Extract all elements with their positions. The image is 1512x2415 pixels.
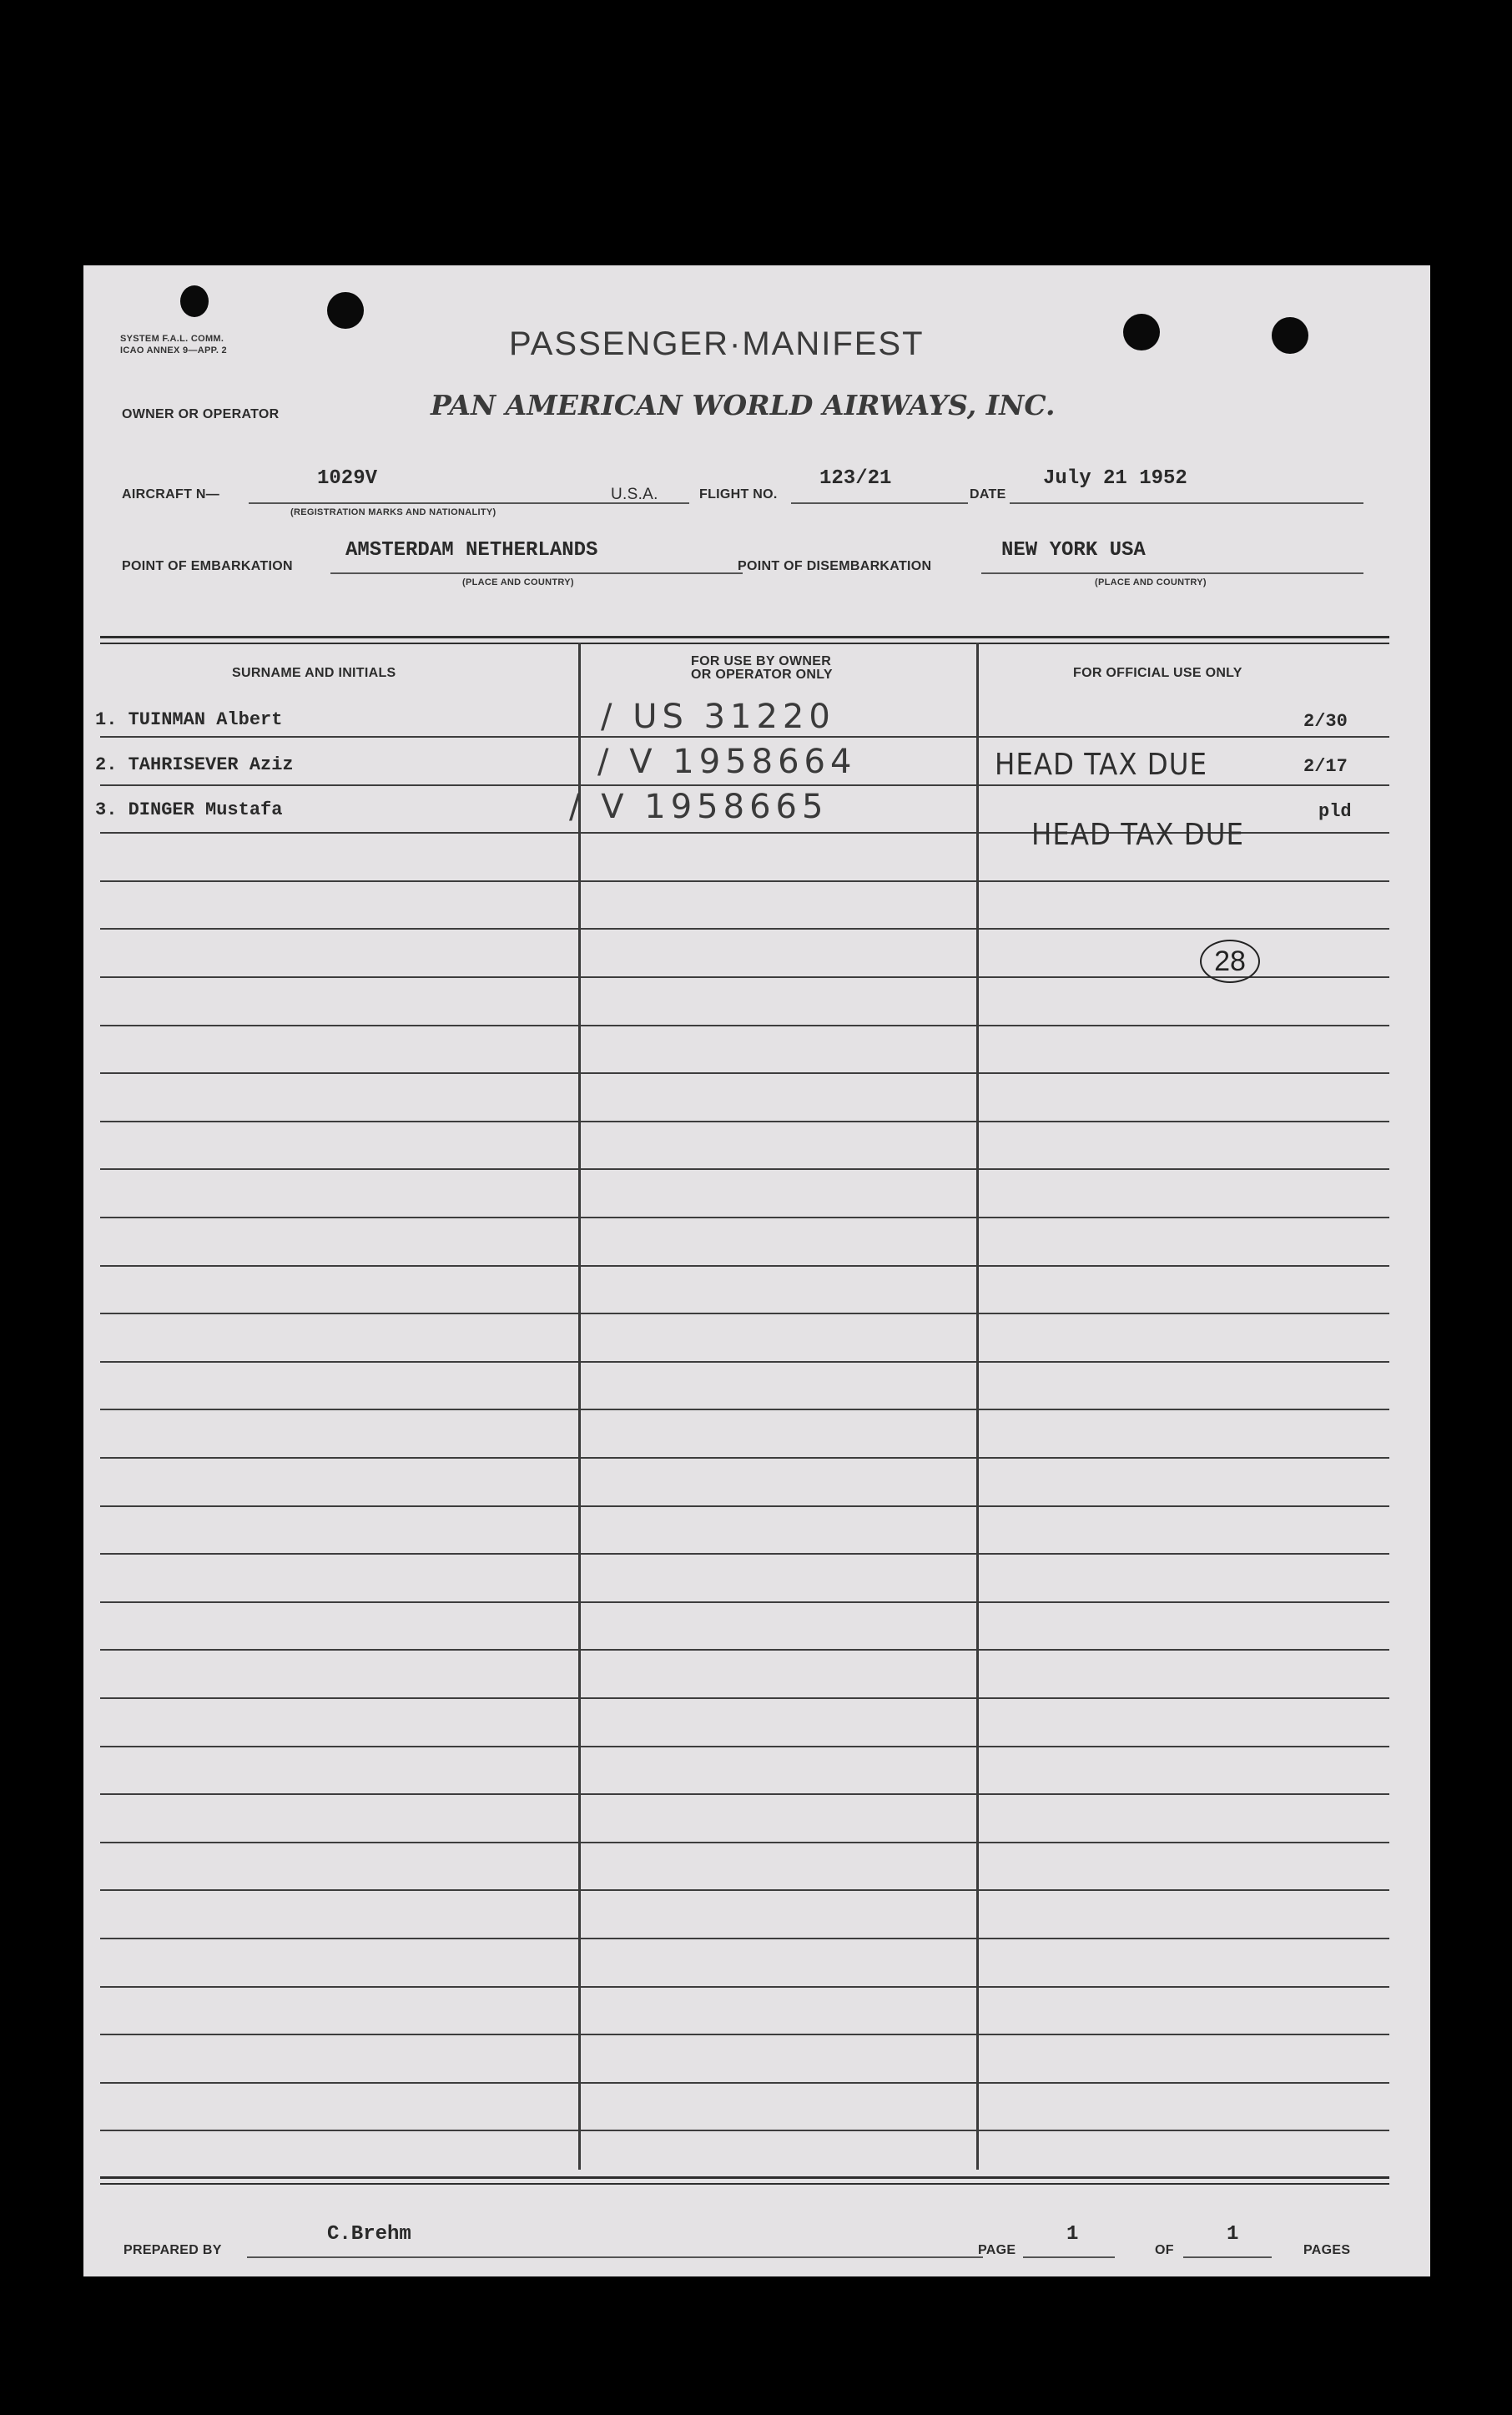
manifest-sheet	[83, 265, 1430, 2276]
owner-note: / V 1958665	[569, 788, 829, 826]
owner-value: PAN AMERICAN WORLD AIRWAYS, INC.	[431, 389, 1056, 421]
row-line	[100, 2130, 1389, 2131]
row-line	[100, 1938, 1389, 1939]
form-reference-line1: SYSTEM F.A.L. COMM.	[120, 334, 224, 344]
prepared-by-value: C.Brehm	[327, 2223, 411, 2246]
row-line	[100, 1313, 1389, 1314]
punch-hole	[1272, 317, 1308, 354]
official-stamp: HEAD TAX DUE	[995, 748, 1207, 782]
official-stamp: HEAD TAX DUE	[1031, 818, 1244, 852]
row-line	[100, 1842, 1389, 1843]
punch-hole	[1123, 314, 1160, 350]
flight-value: 123/21	[819, 467, 892, 490]
official-code: pld	[1318, 801, 1352, 822]
row-line	[100, 1697, 1389, 1699]
punch-hole	[327, 292, 364, 329]
owner-note: / US 31220	[601, 698, 835, 736]
flight-label: FLIGHT NO.	[699, 487, 778, 502]
row-line	[100, 1361, 1389, 1363]
embarkation-caption: (PLACE AND COUNTRY)	[462, 577, 574, 587]
row-line	[100, 1457, 1389, 1459]
page-label: PAGE	[978, 2243, 1016, 2257]
usa-label: U.S.A.	[611, 486, 658, 503]
date-label: DATE	[970, 487, 1006, 502]
row-line	[100, 1601, 1389, 1603]
row-line	[100, 736, 1389, 738]
prepared-by-label: PREPARED BY	[123, 2243, 222, 2257]
passenger-name: 1. TUINMAN Albert	[95, 709, 283, 730]
disembarkation-label: POINT OF DISEMBARKATION	[738, 559, 932, 573]
embarkation-value: AMSTERDAM NETHERLANDS	[345, 539, 598, 562]
row-line	[100, 1025, 1389, 1026]
column-header-owner-line1: FOR USE BY OWNER	[691, 654, 832, 668]
row-line	[100, 784, 1389, 786]
row-line	[100, 1793, 1389, 1795]
row-line	[100, 1746, 1389, 1747]
embarkation-label: POINT OF EMBARKATION	[122, 559, 293, 573]
aircraft-label: AIRCRAFT N—	[122, 487, 220, 502]
disembarkation-value: NEW YORK USA	[1001, 539, 1146, 562]
form-reference-line2: ICAO ANNEX 9—APP. 2	[120, 345, 227, 355]
row-line	[100, 1553, 1389, 1555]
column-header-owner-line2: OR OPERATOR ONLY	[691, 668, 833, 682]
passenger-name: 2. TAHRISEVER Aziz	[95, 754, 294, 775]
row-line	[100, 1409, 1389, 1410]
disembarkation-caption: (PLACE AND COUNTRY)	[1095, 577, 1207, 587]
owner-label: OWNER OR OPERATOR	[122, 407, 280, 421]
column-divider	[976, 643, 979, 2170]
row-line	[100, 1217, 1389, 1218]
official-code: 2/17	[1303, 756, 1348, 777]
row-line	[100, 2082, 1389, 2084]
row-line	[100, 1265, 1389, 1267]
row-line	[100, 1649, 1389, 1651]
page-number: 1	[1066, 2223, 1079, 2246]
row-line	[100, 2034, 1389, 2035]
column-divider	[578, 643, 581, 2170]
row-line	[100, 880, 1389, 882]
circled-number: 28	[1200, 940, 1260, 983]
row-line	[100, 1072, 1389, 1074]
total-pages: 1	[1227, 2223, 1239, 2246]
row-line	[100, 1505, 1389, 1507]
aircraft-caption: (REGISTRATION MARKS AND NATIONALITY)	[290, 507, 496, 517]
owner-note: / V 1958664	[597, 743, 857, 781]
column-header-surname: SURNAME AND INITIALS	[232, 666, 396, 680]
of-label: OF	[1155, 2243, 1174, 2257]
passenger-name: 3. DINGER Mustafa	[95, 799, 283, 820]
row-line	[100, 928, 1389, 930]
row-line	[100, 1889, 1389, 1891]
official-code: 2/30	[1303, 711, 1348, 732]
row-line	[100, 1121, 1389, 1122]
row-line	[100, 976, 1389, 978]
date-value: July 21 1952	[1043, 467, 1187, 490]
pages-label: PAGES	[1303, 2243, 1351, 2257]
row-line	[100, 1986, 1389, 1988]
page-title: PASSENGER·MANIFEST	[509, 325, 925, 362]
punch-hole	[180, 285, 209, 317]
column-header-official: FOR OFFICIAL USE ONLY	[1073, 666, 1242, 680]
aircraft-value: 1029V	[317, 467, 378, 490]
row-line	[100, 1168, 1389, 1170]
